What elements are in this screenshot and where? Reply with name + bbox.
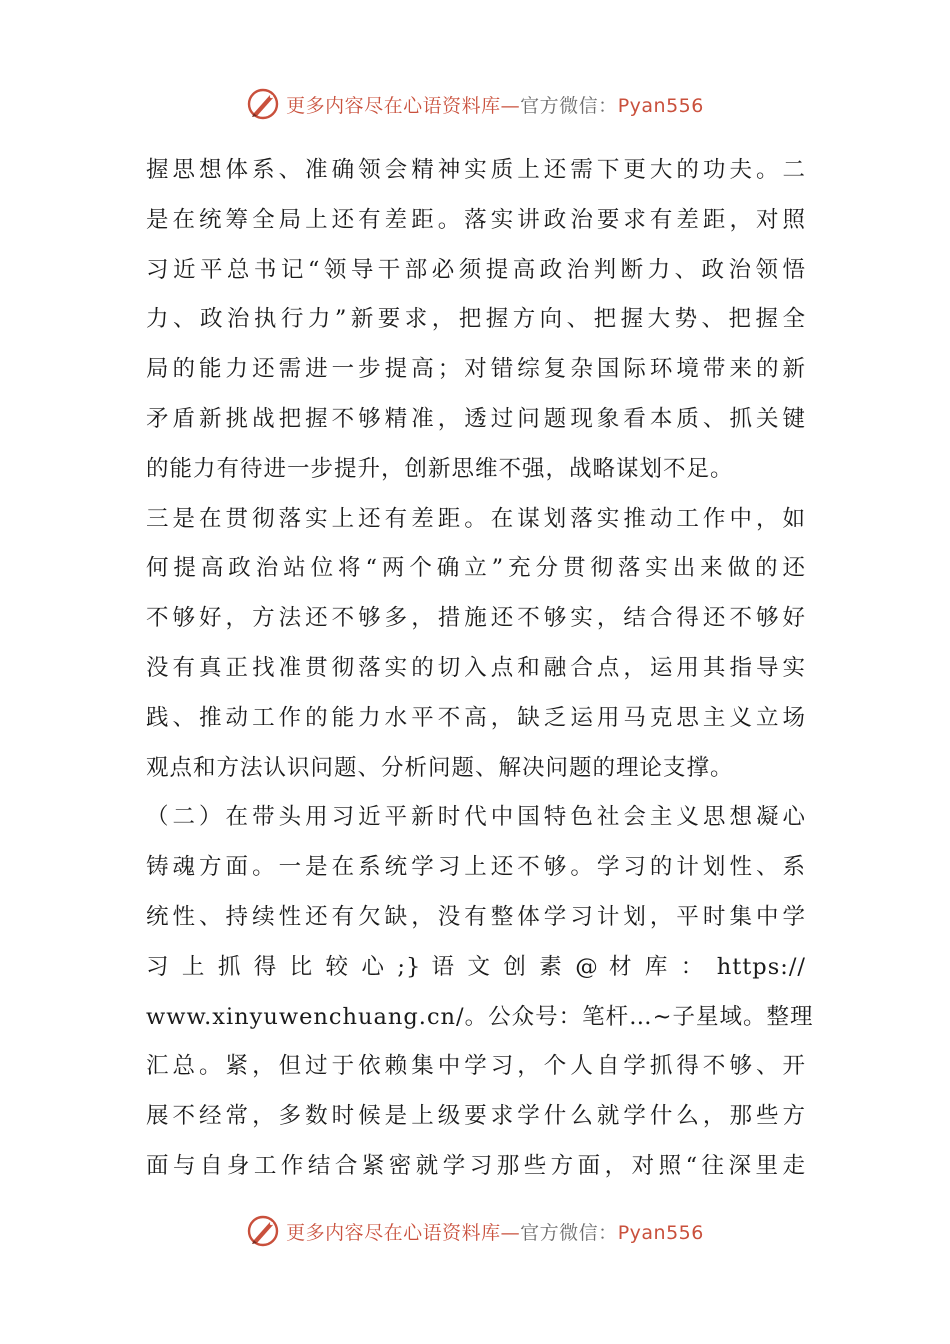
text-line: 是在统筹全局上还有差距。落实讲政治要求有差距，对照 <box>146 206 806 233</box>
header-banner <box>0 82 950 126</box>
text-line: 的能力有待进一步提升，创新思维不强，战略谋划不足。 <box>146 455 734 482</box>
banner-wechat-id: Pyan556 <box>617 1221 704 1244</box>
banner-dash: — <box>500 94 521 117</box>
text-line: 汇总。紧，但过于依赖集中学习，个人自学抓得不够、开 <box>146 1053 806 1080</box>
text-line: 面与自身工作结合紧密就学习那些方面，对照“往深里走 <box>146 1152 806 1179</box>
pen-logo-icon <box>246 1214 280 1248</box>
text-line: 不够好，方法还不够多，措施还不够实，结合得还不够好 <box>146 605 806 632</box>
banner-wechat-id: Pyan556 <box>617 94 704 117</box>
text-line: 力、政治执行力”新要求，把握方向、把握大势、把握全 <box>146 306 806 333</box>
banner-main-text: 更多内容尽在心语资料库 <box>286 1221 501 1244</box>
text-line: 矛盾新挑战把握不够精准，透过问题现象看本质、抓关键 <box>146 405 806 432</box>
footer-banner <box>0 1209 950 1253</box>
pen-logo-icon <box>246 87 280 121</box>
text-line: 展不经常，多数时候是上级要求学什么就学什么，那些方 <box>146 1103 806 1130</box>
text-line: 观点和方法认识问题、分析问题、解决问题的理论支撑。 <box>146 754 734 781</box>
text-line: 局的能力还需进一步提高；对错综复杂国际环境带来的新 <box>146 356 806 383</box>
document-body <box>146 146 814 1192</box>
text-line: （二）在带头用习近平新时代中国特色社会主义思想凝心 <box>146 804 806 831</box>
text-line: 三是在贯彻落实上还有差距。在谋划落实推动工作中，如 <box>146 505 806 532</box>
text-line: 习近平总书记“领导干部必须提高政治判断力、政治领悟 <box>146 256 806 283</box>
text-line: 习 上 抓 得 比 较 心 ;} 语 文 创 素 @ 材 库 ： https:// <box>146 953 806 980</box>
text-line: 握思想体系、准确领会精神实质上还需下更大的功夫。二 <box>146 157 806 183</box>
text-line: www.xinyuwenchuang.cn/。公众号：笔杆…~子星域。整理 <box>146 1003 814 1030</box>
banner-dash: — <box>500 1221 521 1244</box>
banner-wechat-label: 官方微信： <box>520 1221 618 1244</box>
text-line: 铸魂方面。一是在系统学习上还不够。学习的计划性、系 <box>146 854 806 881</box>
text-line: 践、推动工作的能力水平不高，缺乏运用马克思主义立场 <box>146 704 806 731</box>
text-line: 没有真正找准贯彻落实的切入点和融合点，运用其指导实 <box>146 654 806 681</box>
banner-wechat-label: 官方微信： <box>520 94 618 117</box>
banner-main-text: 更多内容尽在心语资料库 <box>286 94 501 117</box>
text-line: 统性、持续性还有欠缺，没有整体学习计划，平时集中学 <box>146 903 806 930</box>
text-line: 何提高政治站位将“两个确立”充分贯彻落实出来做的还 <box>146 555 806 582</box>
